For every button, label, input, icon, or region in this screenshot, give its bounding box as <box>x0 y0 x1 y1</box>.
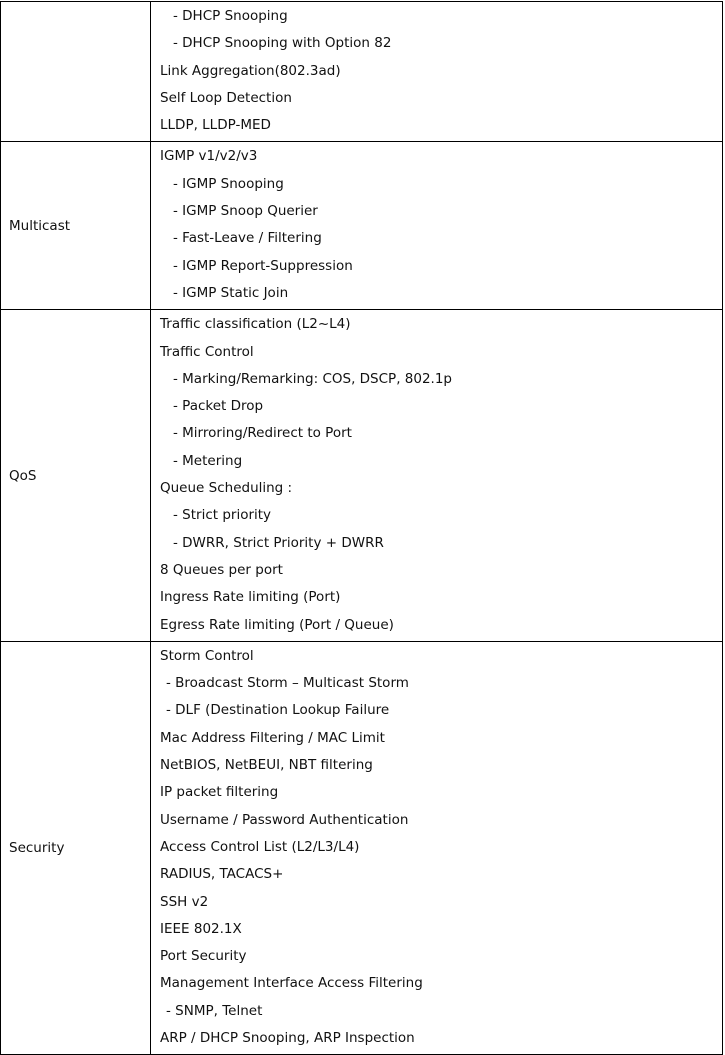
feature-item: Username / Password Authentication <box>160 811 409 828</box>
feature-item: - Mirroring/Redirect to Port <box>173 425 352 442</box>
feature-item: - Packet Drop <box>173 398 264 415</box>
feature-item: 8 Queues per port <box>160 561 283 578</box>
spec-row <box>1 2 723 142</box>
feature-item: - Marking/Remarking: COS, DSCP, 802.1p <box>173 370 452 387</box>
feature-item: IEEE 802.1X <box>160 920 242 937</box>
category-cell <box>1 2 151 142</box>
feature-item: - IGMP Snoop Querier <box>173 203 318 220</box>
feature-item: Management Interface Access Filtering <box>160 975 423 992</box>
feature-cell <box>151 142 723 310</box>
feature-item: ARP / DHCP Snooping, ARP Inspection <box>160 1029 415 1046</box>
feature-item: - Strict priority <box>173 507 272 524</box>
category-cell: Multicast <box>1 142 151 310</box>
feature-spec-table <box>0 1 723 1055</box>
feature-item: Traffic Control <box>160 343 254 360</box>
feature-item: Link Aggregation(802.3ad) <box>160 62 341 79</box>
spec-row <box>1 641 723 1054</box>
feature-item: - IGMP Static Join <box>173 284 289 301</box>
feature-item: - IGMP Report-Suppression <box>173 257 353 274</box>
feature-item: Queue Scheduling : <box>160 480 293 497</box>
feature-item: Egress Rate limiting (Port / Queue) <box>160 616 394 633</box>
feature-cell <box>151 641 723 1054</box>
feature-item: SSH v2 <box>160 893 209 910</box>
feature-item: Access Control List (L2/L3/L4) <box>160 838 360 855</box>
feature-item: RADIUS, TACACS+ <box>160 866 284 883</box>
feature-item: - DHCP Snooping with Option 82 <box>173 35 392 52</box>
spec-row <box>1 142 723 310</box>
feature-item: NetBIOS, NetBEUI, NBT filtering <box>160 757 373 774</box>
feature-item: Ingress Rate limiting (Port) <box>160 589 341 606</box>
feature-item: Traffic classification (L2~L4) <box>160 316 351 333</box>
feature-item: Port Security <box>160 948 247 965</box>
feature-item: - Fast-Leave / Filtering <box>173 230 322 247</box>
feature-item: LLDP, LLDP-MED <box>160 117 271 134</box>
feature-item: - IGMP Snooping <box>173 175 284 192</box>
feature-item: - DHCP Snooping <box>173 8 288 24</box>
feature-item: Self Loop Detection <box>160 89 292 106</box>
feature-item: - Broadcast Storm – Multicast Storm <box>166 675 409 692</box>
feature-item: - SNMP, Telnet <box>166 1002 263 1019</box>
feature-cell <box>151 310 723 642</box>
feature-item: IP packet filtering <box>160 784 279 801</box>
feature-item: - DWRR, Strict Priority + DWRR <box>173 534 384 551</box>
feature-item: - Metering <box>173 452 243 469</box>
feature-item: Mac Address Filtering / MAC Limit <box>160 729 385 746</box>
category-cell: Security <box>1 641 151 1054</box>
feature-cell <box>151 2 723 142</box>
feature-item: IGMP v1/v2/v3 <box>160 148 258 165</box>
category-cell: QoS <box>1 310 151 642</box>
spec-row <box>1 310 723 642</box>
feature-item: Storm Control <box>160 647 254 664</box>
feature-item: - DLF (Destination Lookup Failure <box>166 702 390 719</box>
